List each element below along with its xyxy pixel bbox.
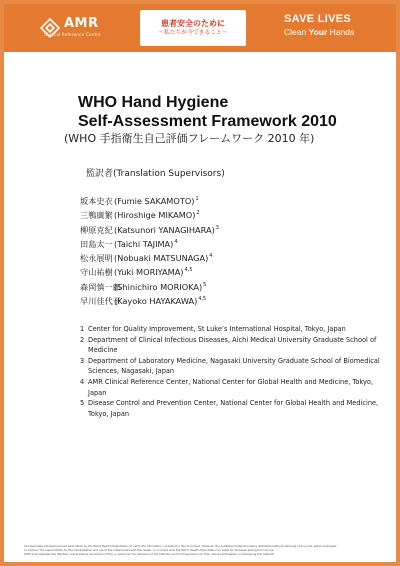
affiliation-entry: 1 Center for Quality Improvement, St Luke’s International Hospital, Tokyo, Japan [80, 325, 346, 333]
save-lives-slogan [284, 13, 354, 38]
header-band [4, 4, 396, 52]
supervisors-list [80, 193, 219, 307]
title-japanese: (WHO 手指衛生自己評価フレームワーク 2010 年) [64, 132, 315, 145]
amr-logo [4, 17, 144, 39]
disclaimer-line-2: or implied. The responsibility for the interpretation and use of the material lies with the reader. In no event shall the World Health Organization be liable for damages arising from its use. [24, 548, 275, 553]
disclaimer-line-1: All reasonable precautions have been taken by the World Health Organization to verify the information contained in this document. However, the published material is being distributed without warranty of any kind, either expressed [24, 544, 337, 548]
disclaimer-line-3: WHO acknowledges the Hôpitaux Universitaires de Genève (HUG), in particular the members of the Infection Control Programme, for their active participation in developing this material. [24, 552, 275, 557]
affiliations-list [80, 324, 380, 419]
title-line-1: WHO Hand Hygiene [78, 94, 229, 111]
supervisor-entry: 三鴨廣繁(Hiroshige MIKAMO)$^2$ [80, 210, 200, 221]
affiliation-entry: 5 Disease Control and Prevention Center, National Center for Global Health and Medicine, Tokyo, Japan [80, 399, 379, 418]
supervisors-heading: 監訳者(Translation Supervisors) [86, 169, 225, 179]
japanese-slogan [140, 10, 246, 46]
supervisor-entry: 松永展明(Nobuaki MATSUNAGA)$^4$ [80, 253, 213, 264]
affiliation-entry: 2 Department of Clinical Infectious Diseases, Aichi Medical University Graduate School of Medicine [80, 335, 377, 355]
supervisor-entry: 坂本史衣(Fumie SAKAMOTO)$^1$ [80, 196, 199, 206]
supervisor-entry: 森岡慎一郎(Shinichiro MORIOKA)$^5$ [80, 281, 207, 292]
logo-name: AMR [64, 16, 99, 31]
supervisor-entry: 柳原克紀(Katsunori YANAGIHARA)$^3$ [80, 224, 219, 235]
document-title [64, 93, 368, 146]
supervisor-entry: 守山祐樹(Yuki MORIYAMA)$^{4,5}$ [80, 267, 193, 278]
slogan-line-1: 患者安全のために [161, 19, 225, 28]
title-line-2: Self-Assessment Framework 2010 [78, 113, 337, 130]
supervisor-entry: 早川佳代子(Kayoko HAYAKAWA)$^{4,5}$ [80, 296, 207, 307]
clean-your-hands-text: Clean Your Hands [284, 27, 355, 37]
save-lives-text: SAVE LIVES [284, 13, 351, 25]
disclaimer-footer [24, 544, 380, 556]
logo-subtitle: Clinical Reference Centre [44, 33, 101, 38]
affiliation-entry: 3 Department of Laboratory Medicine, Nagasaki University Graduate School of Biomedical Sciences, Nagasaki, Japan [80, 356, 380, 376]
slogan-line-2: 〜私たちが今できること〜 [158, 30, 228, 36]
supervisor-entry: 田島太一(Taichi TAJIMA)$^4$ [80, 238, 178, 249]
affiliation-entry: 4 AMR Clinical Reference Center, National Center for Global Health and Medicine, Tokyo, Japan [80, 377, 374, 397]
